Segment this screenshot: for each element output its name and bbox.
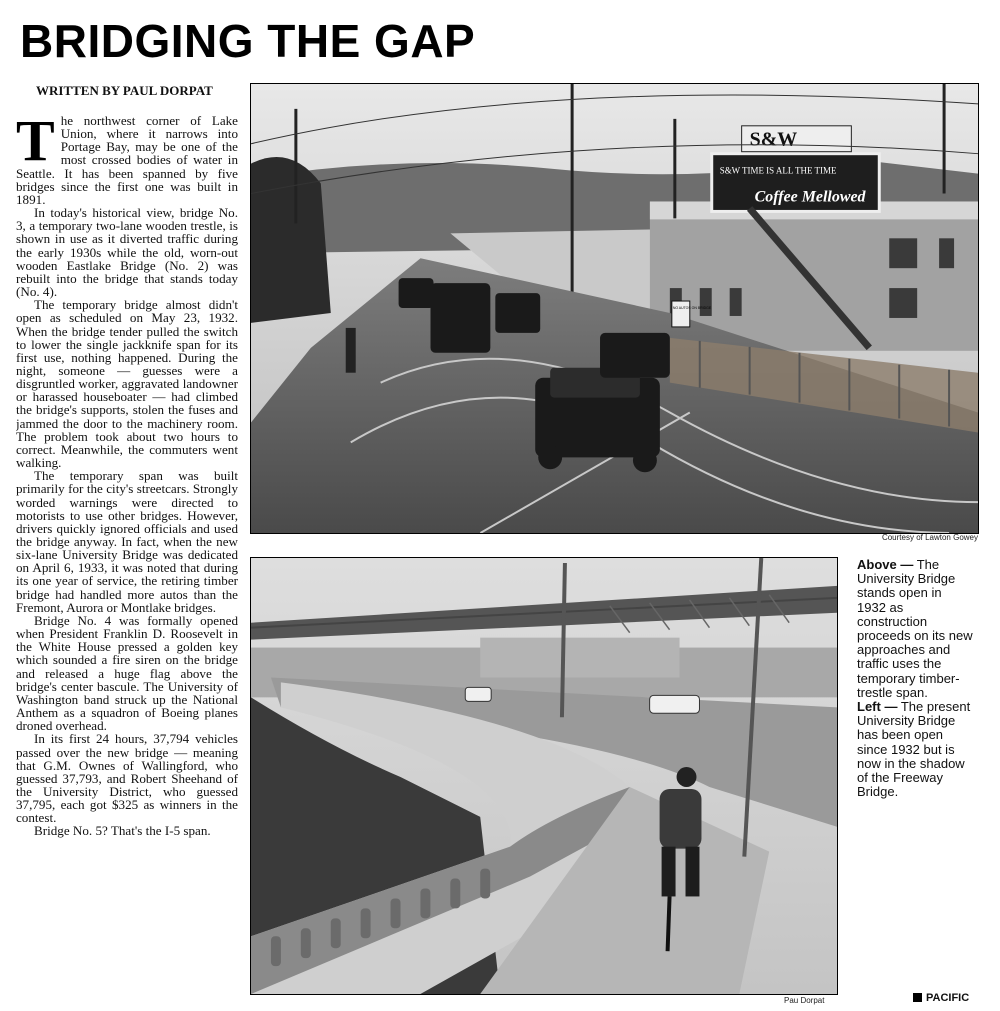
photo-illustration [251,84,978,533]
photo-illustration [251,558,837,994]
article-paragraph: In today's historical view, bridge No. 3, a temporary two-lane wooden trestle, is shown in use as it diverted traffic during the early 1930s while the old, worn-out wooden Eastlake Bridge (No. 2) was rebuilt into the bridge that stands today (No. 4). [16,205,238,300]
photo-caption [857,558,973,799]
modern-photo-university-bridge [250,557,838,995]
article-paragraph: The temporary bridge almost didn't open as scheduled on May 23, 1932. When the bridge tender pulled the switch to lower the single jackknife span for its first use, nothing happened. During the night, someone — guesses were a disgruntled worker, aggravated landowner or harassed houseboater — had climbed the bridge's supports, stolen the fuses and jammed the door to the machinery room. The problem took about two hours to correct. Meanwhile, the commuters went walking. [16,297,238,471]
caption-left-text: The present University Bridge has been open since 1932 but is now in the shadow of the Freeway Bridge. [857,699,971,800]
billboard-coffee: Coffee Mellowed [754,188,866,206]
photo-credit-top: Courtesy of Lawton Gowey [881,533,978,542]
article-paragraph: Bridge No. 4 was formally opened when President Franklin D. Roosevelt in the White House pressed a golden key which sounded a fire siren on the bridge and released a huge flag above the bridge's center bascule. The University of Washington band struck up the National Anthem as a squadron of Boeing planes droned overhead. [16,612,238,734]
article-paragraph: In its first 24 hours, 37,794 vehicles passed over the new bridge — meaning that G.M. Ownes of Wallingford, who guessed 37,793, and Robert Sheehand of the University District, who guessed 37,795, each got $325 as winners in the contest. [16,731,238,826]
byline: WRITTEN BY PAUL DORPAT [36,83,213,98]
article-paragraph: Bridge No. 5? That's the I-5 span. [34,823,211,839]
section-label: PACIFIC [913,992,969,1004]
caption-above-text: The University Bridge stands open in 1932 as construction proceeds on its new approaches and traffic uses the temporary timber-trestle span. [857,557,973,700]
billboard-logo: S&W [749,128,798,151]
caption-above-label: Above — [857,557,914,572]
photo-credit-bottom: Pau Dorpat [784,996,825,1005]
bridge-sign: NO AUTOS ON BRIDGE [672,306,712,310]
article-paragraph: The temporary span was built primarily for the city's streetcars. Strongly worded warnings were directed to motorists to use other bridges. However, drivers quickly ignored officials and used the bridge anyway. In fact, when the new six-lane University Bridge was dedicated on April 6, 1933, it was noted that during its one year of service, the retiring timber bridge had handled more autos than the Fremont, Aurora or Montlake bridges. [16,468,238,615]
article-body [16,114,238,1006]
article-paragraph: The northwest corner of Lake Union, where it narrows into Portage Bay, may be one of the most crossed bodies of water in Seattle. It has been spanned by five bridges since the first one was built in 1891. [16,114,238,207]
square-bullet-icon [913,993,922,1002]
caption-left-label: Left — [857,699,898,715]
drop-cap: T [16,114,55,173]
billboard-slogan: S&W TIME IS ALL THE TIME [719,165,837,176]
historical-photo-temporary-bridge [250,83,979,534]
headline: BRIDGING THE GAP [20,15,476,67]
